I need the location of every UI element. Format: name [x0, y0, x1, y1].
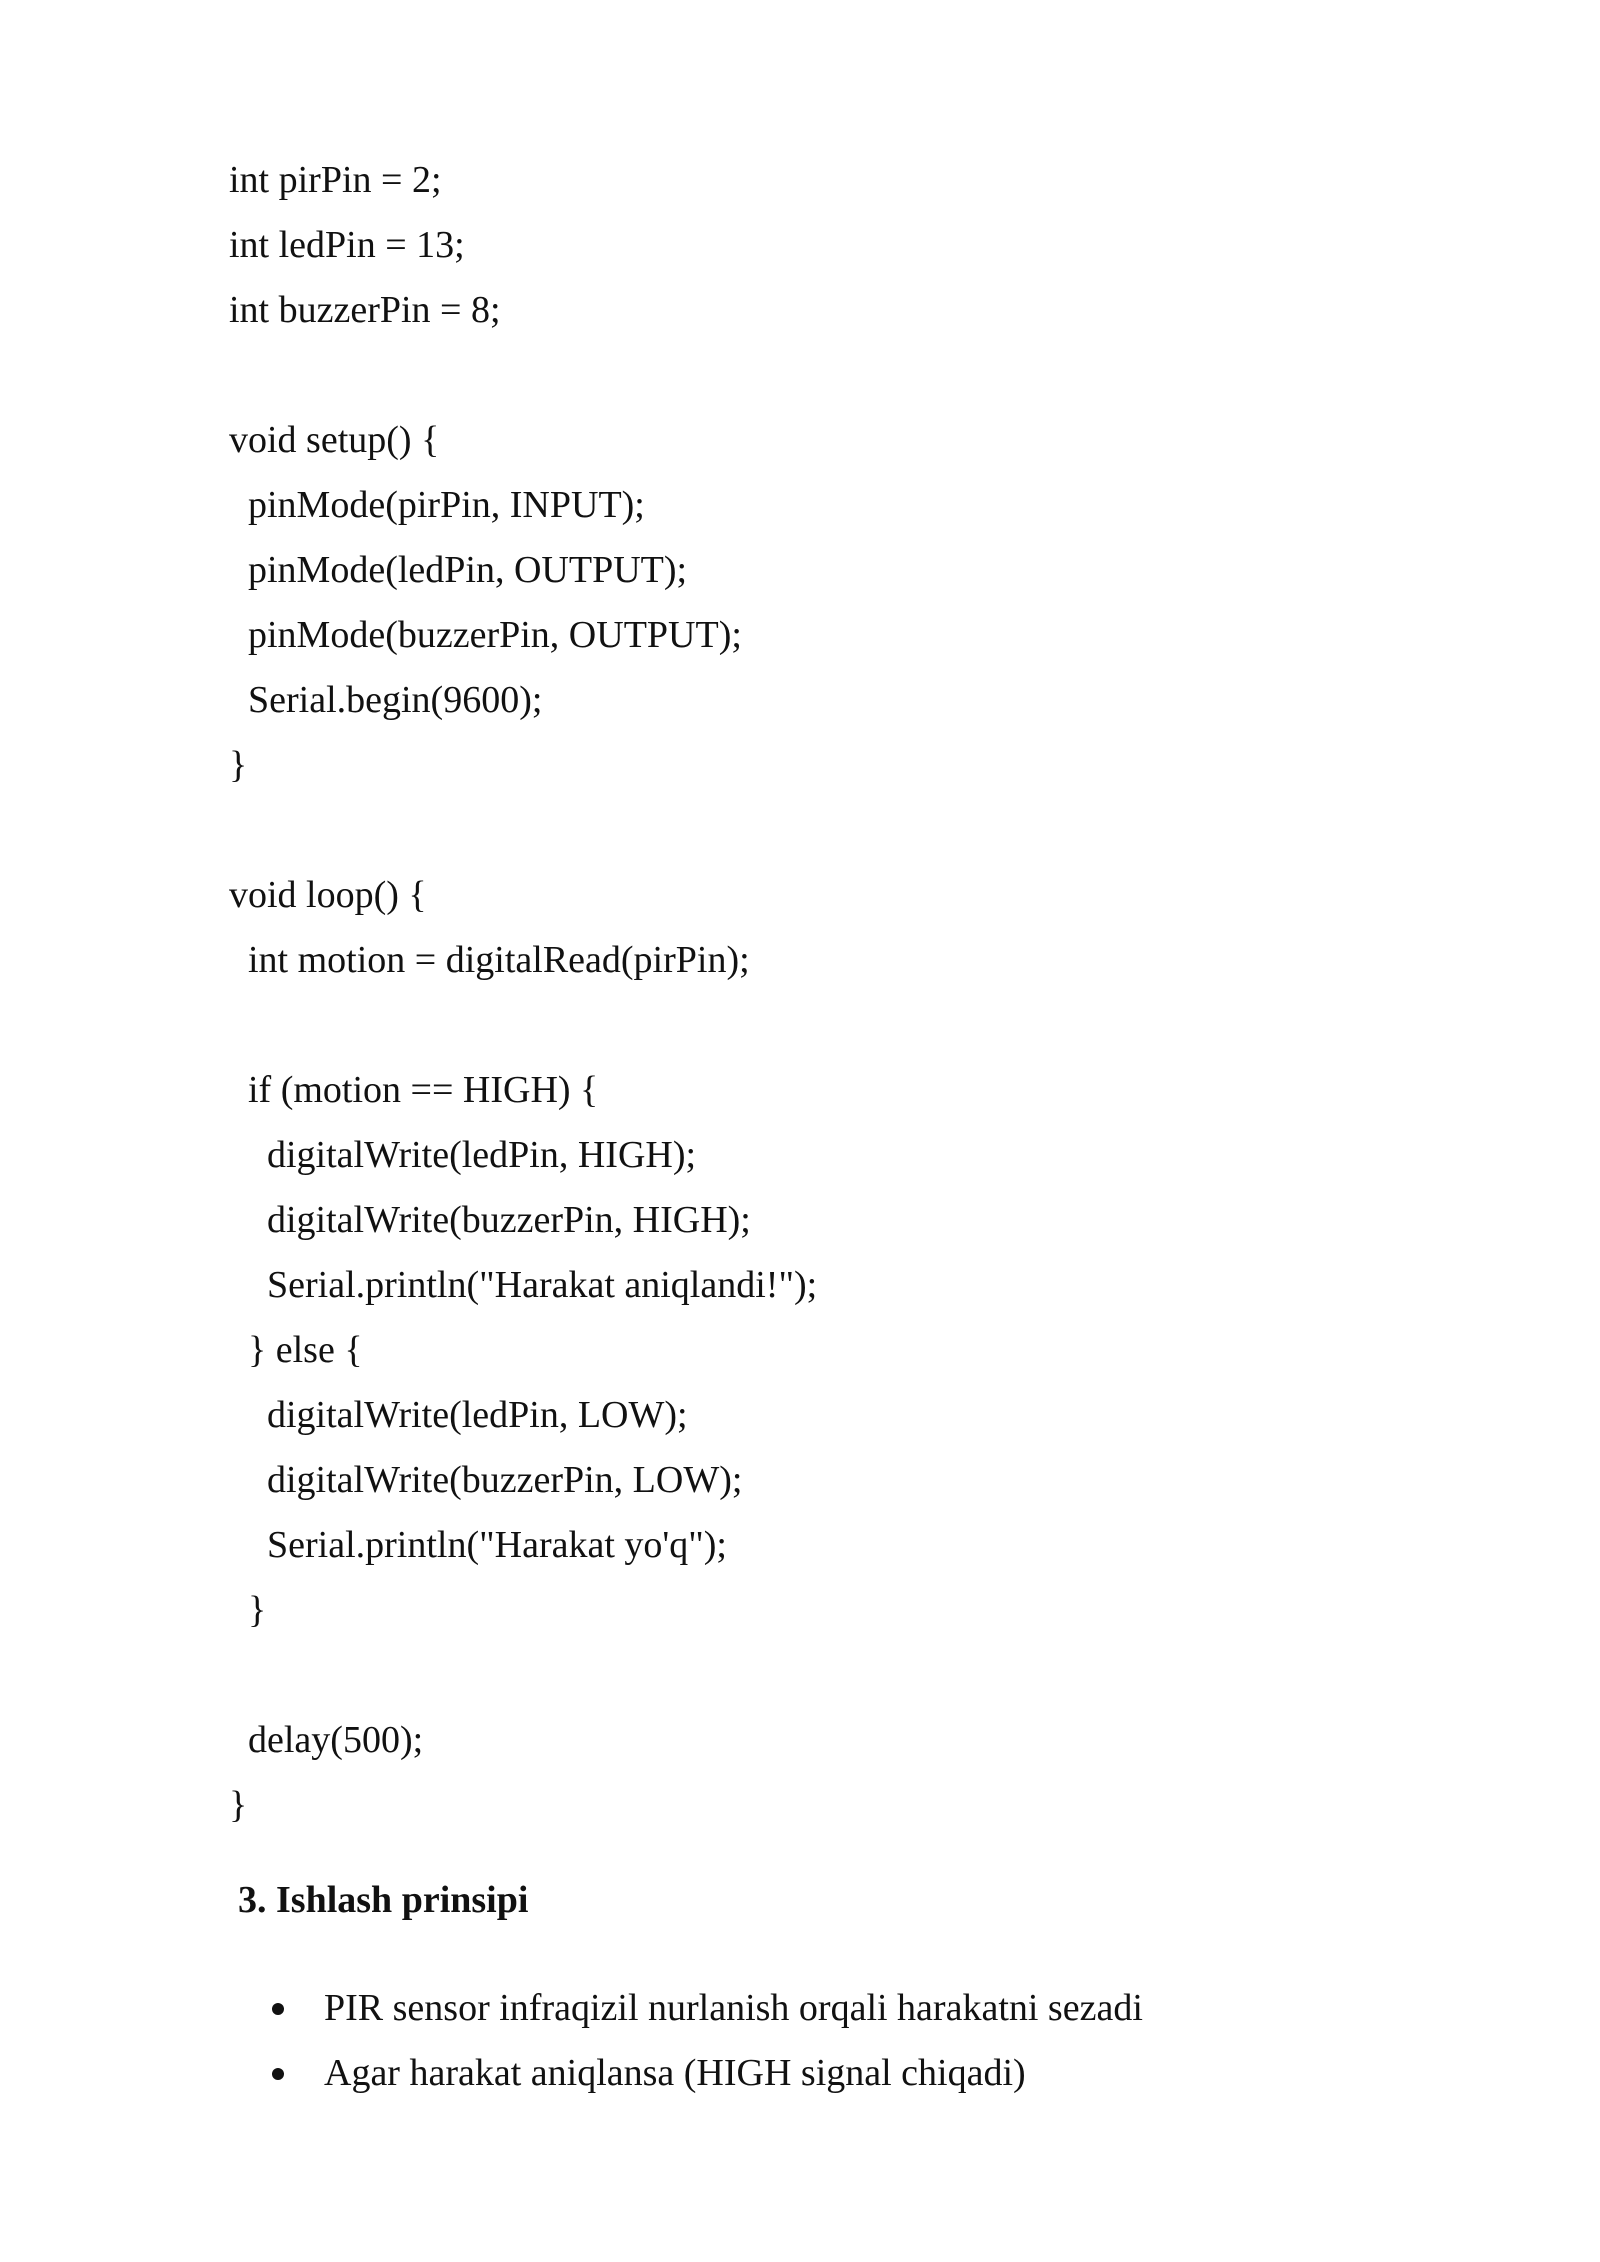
list-item-text: PIR sensor infraqizil nurlanish orqali harakatni sezadi — [324, 1987, 1143, 2029]
code-line: Serial.println("Harakat aniqlandi!"); — [229, 1264, 818, 1306]
code-line: } — [229, 1589, 267, 1631]
code-line: int motion = digitalRead(pirPin); — [229, 939, 750, 981]
code-line: } else { — [229, 1329, 363, 1371]
code-line: Serial.begin(9600); — [229, 679, 543, 721]
bullet-icon — [272, 2003, 284, 2015]
list-item-text: Agar harakat aniqlansa (HIGH signal chiqadi) — [324, 2052, 1026, 2094]
code-block — [229, 148, 817, 1838]
code-line: digitalWrite(ledPin, LOW); — [229, 1394, 688, 1436]
code-line: } — [229, 1784, 248, 1826]
code-line: if (motion == HIGH) { — [229, 1069, 599, 1111]
list-item — [272, 1976, 1143, 2041]
code-line: Serial.println("Harakat yo'q"); — [229, 1524, 727, 1566]
code-line: } — [229, 744, 248, 786]
code-line: digitalWrite(buzzerPin, LOW); — [229, 1459, 743, 1501]
code-line — [229, 993, 817, 1058]
code-line: pinMode(pirPin, INPUT); — [229, 484, 645, 526]
code-line: int pirPin = 2; — [229, 159, 442, 201]
code-line — [229, 1643, 817, 1708]
section-heading: 3. Ishlash prinsipi — [238, 1879, 529, 1921]
code-line: pinMode(buzzerPin, OUTPUT); — [229, 614, 742, 656]
code-line: void setup() { — [229, 419, 440, 461]
code-line: delay(500); — [229, 1719, 424, 1761]
code-line: pinMode(ledPin, OUTPUT); — [229, 549, 688, 591]
list-item — [272, 2041, 1143, 2106]
bullet-list — [272, 1976, 1143, 2106]
code-line: int buzzerPin = 8; — [229, 289, 501, 331]
bullet-icon — [272, 2068, 284, 2080]
code-line: int ledPin = 13; — [229, 224, 465, 266]
code-line: digitalWrite(ledPin, HIGH); — [229, 1134, 697, 1176]
code-line: void loop() { — [229, 874, 427, 916]
code-line — [229, 343, 817, 408]
code-line: digitalWrite(buzzerPin, HIGH); — [229, 1199, 751, 1241]
code-line — [229, 798, 817, 863]
